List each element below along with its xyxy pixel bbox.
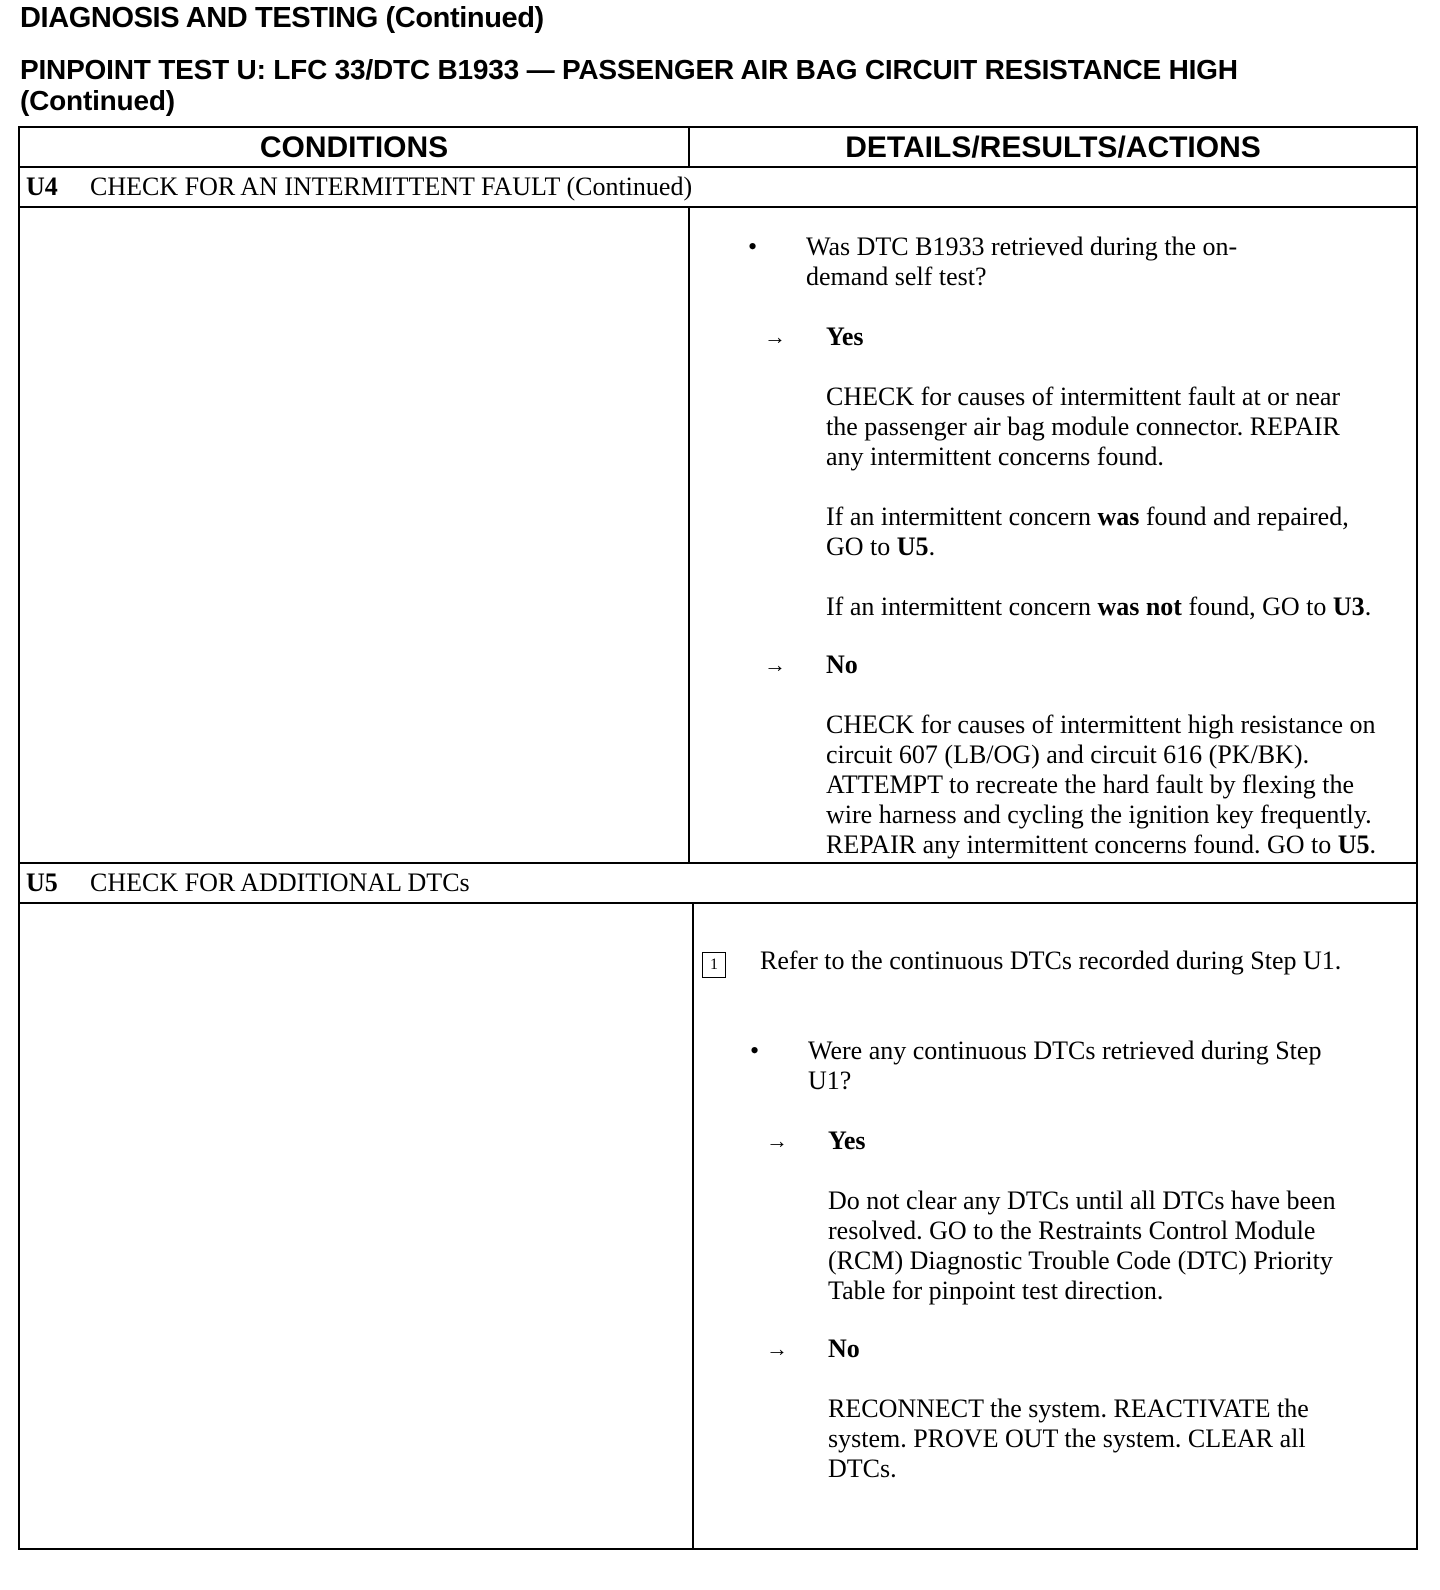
u4-no-action: CHECK for causes of intermittent high resistance on circuit 607 (LB/OG) and circuit 616 (PK/BK). ATTEMPT to recreate the hard fault by flexing the wire harness and cycling the ignition key frequently. REPAIR any intermittent concerns found. GO to U5. [826,710,1377,859]
step-u4-id: U4 [26,172,58,201]
u4-yes-found: If an intermittent concern was found and repaired, GO to U5. [826,502,1349,561]
step-u5-title [26,868,470,898]
u4-column-divider [688,206,690,862]
u5-column-divider [692,902,694,1548]
step-u5-title-text: CHECK FOR ADDITIONAL DTCs [90,868,470,897]
u4-question-text: Was DTC B1933 retrieved during the on-demand self test? [806,232,1238,291]
u4-question [748,232,1256,292]
u5-yes-branch [766,1126,1358,1306]
u5-yes-label: Yes [828,1126,866,1155]
column-header-conditions: CONDITIONS [259,131,449,164]
bullet-marker: • [748,232,758,261]
u5-yes-action: Do not clear any DTCs until all DTCs have been resolved. GO to the Restraints Control Module (RCM) Diagnostic Trouble Code (DTC) Priority Table for pinpoint test direction. [828,1186,1336,1305]
u4-yes-branch [764,322,1374,622]
u5-step-1-text: Refer to the continuous DTCs recorded during Step U1. [760,946,1342,975]
u5-title-rule [20,902,1416,904]
arrow-marker: → [766,1128,788,1153]
test-title [20,54,1420,116]
u5-no-action: RECONNECT the system. REACTIVATE the system. PROVE OUT the system. CLEAR all DTCs. [828,1394,1309,1483]
pinpoint-test-table [18,126,1418,1550]
u5-question [750,1036,1368,1096]
u5-no-label: No [828,1334,860,1363]
header-divider [688,128,690,166]
bullet-marker: • [750,1036,760,1065]
column-header-details: DETAILS/RESULTS/ACTIONS [845,131,1261,164]
u4-no-label: No [826,650,858,679]
u4-yes-label: Yes [826,322,864,351]
step-u4-title [26,172,692,202]
u4-yes-not-found: If an intermittent concern was not found, GO to U3. [826,592,1372,621]
u5-question-text: Were any continuous DTCs retrieved during Step U1? [808,1036,1322,1095]
u4-no-branch [764,650,1386,860]
test-title-line1: PINPOINT TEST U: LFC 33/DTC B1933 — PASSENGER AIR BAG CIRCUIT RESISTANCE HIGH [20,54,1238,85]
u5-step-1 [710,946,1390,976]
u5-no-branch [766,1334,1358,1484]
u4-title-rule [20,206,1416,208]
arrow-marker: → [766,1336,788,1361]
arrow-marker: → [764,324,786,349]
u4-yes-action: CHECK for causes of intermittent fault at or near the passenger air bag module connector. REPAIR any intermittent concerns found. [826,382,1341,471]
arrow-marker: → [764,652,786,677]
header-rule [20,166,1416,168]
test-title-line2: (Continued) [20,85,175,116]
step-u5-id: U5 [26,868,58,897]
step-u4-title-text: CHECK FOR AN INTERMITTENT FAULT (Continued) [90,172,693,201]
page-title: DIAGNOSIS AND TESTING (Continued) [20,2,544,34]
u4-end-rule [20,862,1416,864]
step-number-box: 1 [702,952,726,978]
